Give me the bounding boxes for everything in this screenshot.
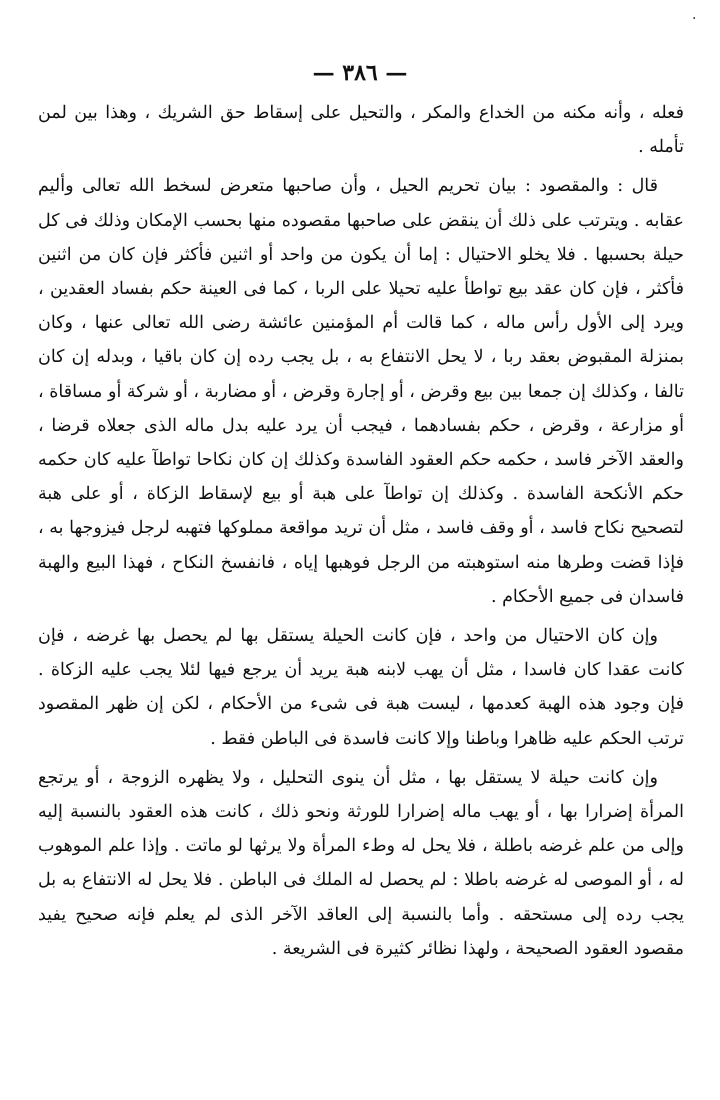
paragraph: فعله ، وأنه مكنه من الخداع والمكر ، والتحيل على إسقاط حق الشريك ، وهذا بين لمن تأمله .: [38, 103, 684, 158]
scan-mark: ٠: [690, 10, 698, 26]
paragraph: وإن كان الاحتيال من واحد ، فإن كانت الحيلة يستقل بها لم يحصل بها غرضه ، فإن كانت عقدا كان فاسدا ، مثل أن يهب لابنه هبة يريد أن يرجع فيها لئلا يجب عليه الزكاة . فإن وجود هذه الهبة كعدمها ، ليست هبة فى شىء من الأحكام ، لكن إن ظهر المقصود ترتب الحكم عليه ظاهرا وباطنا وإلا كانت فاسدة فى الباطن فقط .: [38, 626, 684, 749]
paragraph: وإن كانت حيلة لا يستقل بها ، مثل أن ينوى التحليل ، ولا يظهره الزوجة ، أو يرتجع المرأة إضرارا بها ، أو يهب ماله إضرارا للورثة ونحو ذلك ، كانت هذه العقود بالنسبة إليه وإلى من علم غرضه باطلة ، فلا يحل له وطء المرأة ولا يرثها لو ماتت . وإذا علم الموهوب له ، أو الموصى له غرضه باطلا : لم يحصل له الملك فى الباطن . فلا يحل له الانتفاع به بل يجب رده إلى مستحقه . وأما بالنسبة إلى العاقد الآخر الذى لم يعلم فإنه صحيح يفيد مقصود العقود الصحيحة ، ولهذا نظائر كثيرة فى الشريعة .: [38, 767, 684, 959]
page-number: — ٣٨٦ —: [312, 60, 408, 86]
paragraph: قال : والمقصود : بيان تحريم الحيل ، وأن صاحبها متعرض لسخط الله تعالى وأليم عقابه . ويترتب على ذلك أن ينقض على صاحبها مقصوده منها بحسب الإمكان وذلك فى كل حيلة بحسبها . فلا يخلو الاحتيال : إما أن يكون من واحد أو اثنين فأكثر فإن كان من اثنين فأكثر ، فإن كان عقد بيع تواطأ عليه تحيلا على الربا ، كما فى العينة حكم بفساد العقدين ، ويرد إلى الأول رأس ماله ، كما قالت أم المؤمنين عائشة رضى الله تعالى عنها ، وكان بمنزلة المقبوض بعقد ربا ، لا يحل الانتفاع به ، بل يجب رده إن كان باقيا ، وبدله إن كان تالفا ، وكذلك إن جمعا بين بيع وقرض ، أو إجارة وقرض ، أو مضاربة ، أو شركة أو مساقاة ، أو مزارعة ، وقرض ، حكم بفسادهما ، فيجب أن يرد عليه بدل ماله الذى جعلاه قرضا ، والعقد الآخر فاسد ، حكمه حكم العقود الفاسدة وكذلك إن كان نكاحا تواطآ عليه كان حكمه حكم الأنكحة الفاسدة . وكذلك إن تواطآ على هبة أو بيع لإسقاط الزكاة ، أو على هبة لتصحيح نكاح فاسد ، أو وقف فاسد ، مثل أن تريد مواقعة مملوكها فتهبه لرجل فيزوجها به ، فإذا قضت وطرها منه استوهبته من الرجل فوهبها إياه ، فانفسخ النكاح ، فهذا البيع والهبة فاسدان فى جميع الأحكام .: [38, 176, 684, 607]
page-body: [38, 96, 684, 966]
